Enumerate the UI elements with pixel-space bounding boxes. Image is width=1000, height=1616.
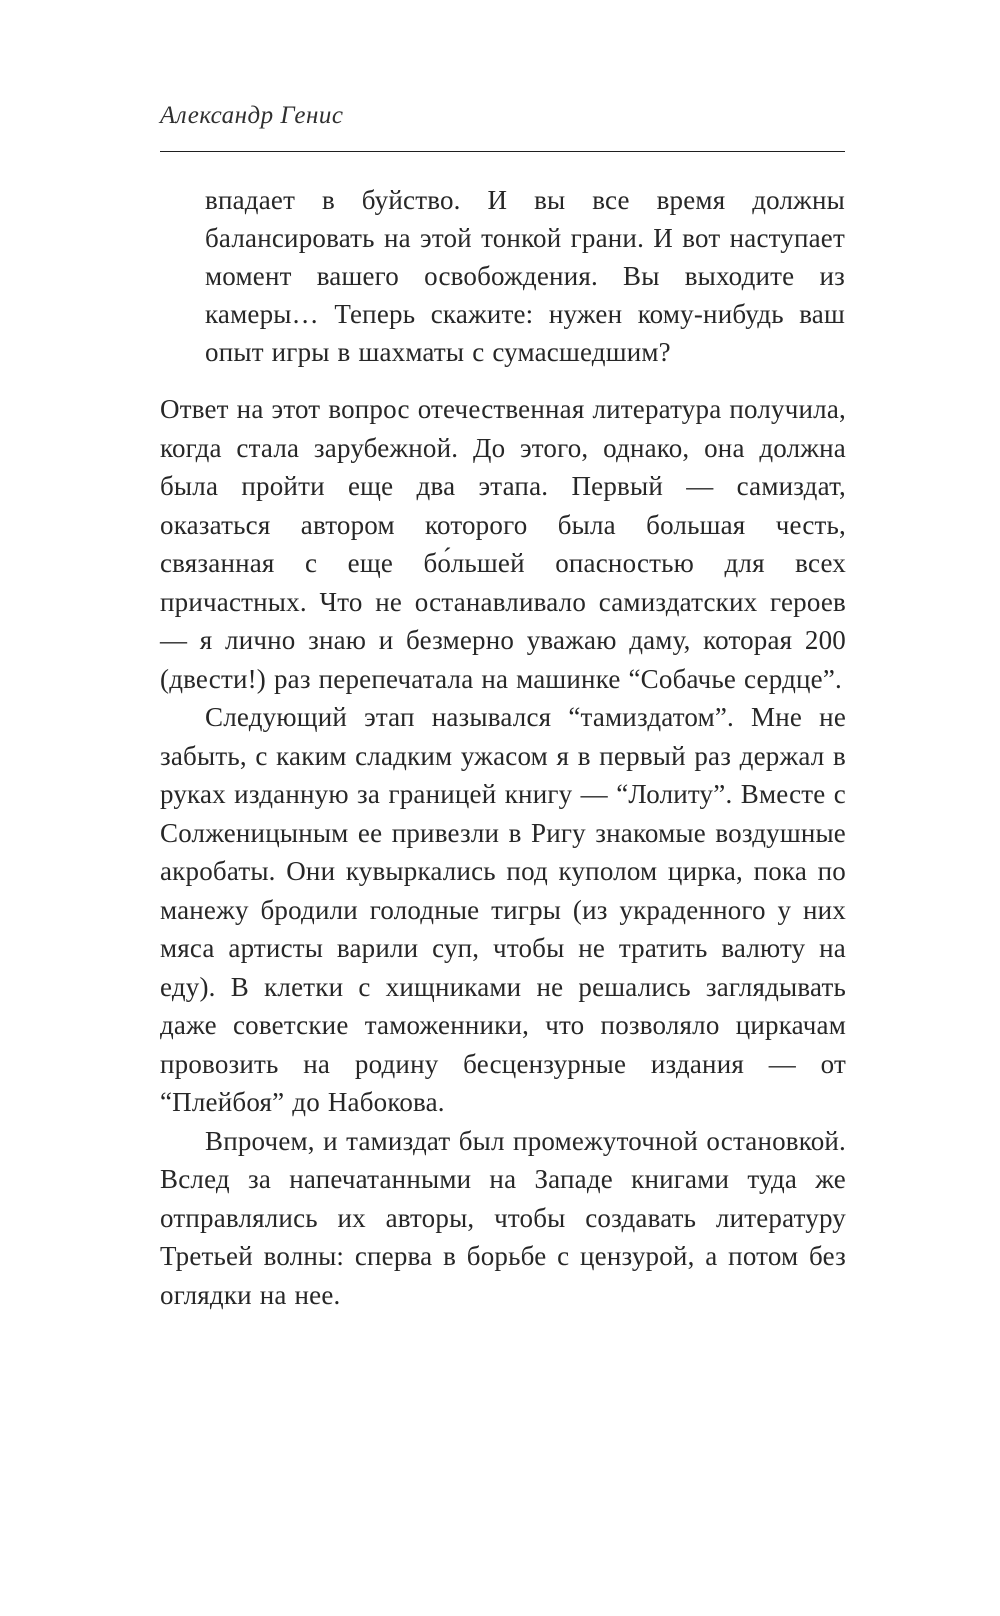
paragraph: Ответ на этот вопрос отечественная литература получила, когда стала зарубежной. До этого, однако, она должна была пройти еще два этапа. Первый — самиздат, оказаться автором которого была большая честь, связанная с еще бо́льшей опасностью для всех причастных. Что не останавливало самиздатских героев — я лично знаю и безмерно уважаю даму, которая 200 (двести!) раз перепечатала на машинке “Собачье сердце”. <box>160 394 846 694</box>
body-text <box>160 390 846 1314</box>
paragraph: Впрочем, и тамиздат был промежуточной остановкой. Вслед за напечатанными на Западе книгами туда же отправлялись их авторы, чтобы создавать литературу Третьей волны: сперва в борьбе с цензурой, а потом без оглядки на нее. <box>160 1125 846 1310</box>
block-quote: впадает в буйство. И вы все время должны балансировать на этой тонкой грани. И вот наступает момент вашего освобождения. Вы выходите из камеры… Теперь скажите: нужен кому-нибудь ваш опыт игры в шахматы с сумасшедшим? <box>205 185 845 367</box>
paragraph: Следующий этап назывался “тамиздатом”. Мне не забыть, с каким сладким ужасом я в первый раз держал в руках изданную за границей книгу — “Лолиту”. Вместе с Солженицыным ее привезли в Ригу знакомые воздушные акробаты. Они кувыркались под куполом цирка, пока по манежу бродили голодные тигры (из украденного у них мяса артисты варили суп, чтобы не тратить валюту на еду). В клетки с хищниками не решались заглядывать даже советские таможенники, что позволяло циркачам провозить на родину бесцензурные издания — от “Плейбоя” до Набокова. <box>160 702 846 1117</box>
header-rule <box>160 151 845 152</box>
running-head: Александр Генис <box>160 102 344 129</box>
